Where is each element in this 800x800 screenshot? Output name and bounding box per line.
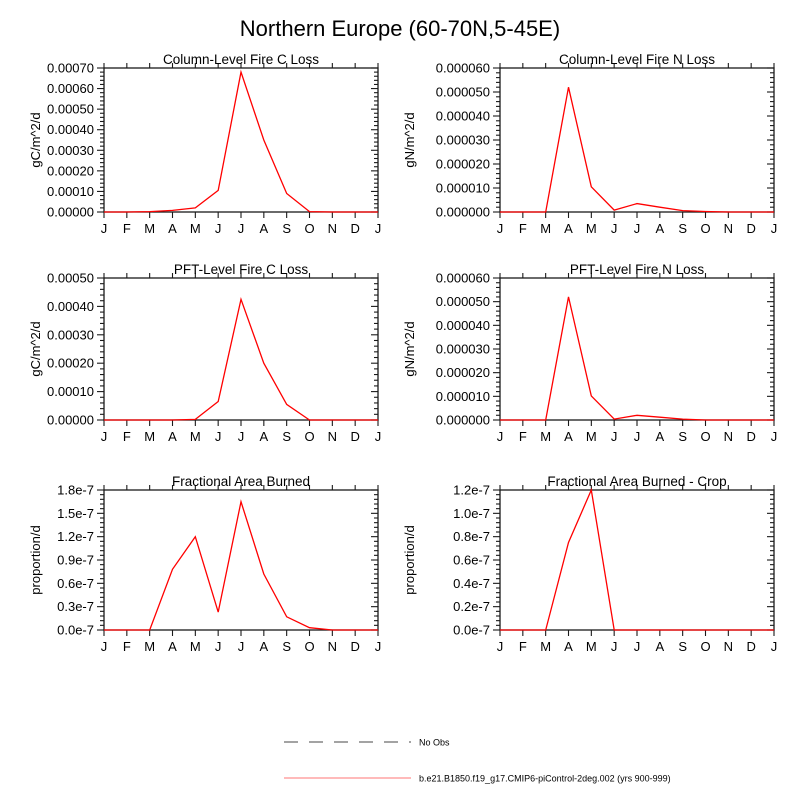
month-label: M: [540, 221, 552, 236]
y-axis-title: gN/m^2/d: [402, 112, 417, 168]
y-axis-ticks: [97, 490, 378, 630]
x-axis-labels: [101, 639, 382, 654]
y-tick-label: 0.000000: [435, 412, 490, 428]
y-tick-label: 0.0e-7: [453, 622, 490, 638]
month-label: A: [259, 221, 269, 236]
y-tick-label: 1.2e-7: [453, 482, 490, 498]
x-axis-labels: [497, 221, 778, 236]
subplot-title: Column-Level Fire N Loss: [558, 52, 716, 67]
subplot-2: [28, 262, 381, 444]
month-label: A: [168, 639, 177, 654]
month-label: J: [214, 429, 222, 444]
month-label: O: [700, 221, 711, 236]
month-label: S: [678, 429, 688, 444]
y-tick-label: 0.00040: [47, 122, 94, 138]
month-label: N: [327, 429, 338, 444]
month-label: A: [168, 429, 177, 444]
month-label: F: [122, 221, 131, 236]
y-axis-title: gC/m^2/d: [28, 112, 43, 168]
month-label: F: [122, 429, 131, 444]
data-line: [104, 299, 378, 420]
month-label: O: [304, 639, 315, 654]
month-label: N: [327, 221, 338, 236]
month-label: J: [633, 429, 641, 444]
month-label: J: [633, 639, 641, 654]
y-tick-label: 0.000060: [435, 60, 490, 76]
month-label: J: [374, 429, 382, 444]
month-label: M: [144, 639, 156, 654]
y-tick-label: 0.000020: [435, 156, 490, 172]
subplot-title: Fractional Area Burned - Crop: [547, 474, 727, 489]
y-tick-label: 0.9e-7: [57, 552, 94, 568]
plot-frame: [104, 68, 378, 212]
y-axis-tick-labels: [57, 483, 94, 638]
month-label: A: [564, 639, 573, 654]
x-axis-labels: [497, 429, 778, 444]
month-label: D: [746, 221, 756, 236]
month-label: J: [610, 639, 618, 654]
figure-title: Northern Europe (60-70N,5-45E): [239, 16, 561, 41]
month-label: M: [189, 639, 201, 654]
y-tick-label: 0.4e-7: [453, 575, 490, 591]
y-tick-label: 0.000060: [435, 270, 490, 286]
month-label: J: [496, 639, 504, 654]
y-tick-label: 0.00000: [47, 412, 94, 428]
y-tick-label: 0.000010: [435, 388, 490, 404]
month-label: J: [496, 429, 504, 444]
month-label: D: [350, 639, 360, 654]
month-label: A: [259, 639, 269, 654]
y-axis-ticks: [97, 278, 378, 420]
subplot-1: [402, 52, 777, 236]
x-axis-ticks: [104, 485, 378, 636]
month-label: J: [237, 639, 245, 654]
y-tick-label: 0.000010: [435, 180, 490, 196]
month-label: J: [237, 429, 245, 444]
y-tick-label: 0.000050: [435, 84, 490, 100]
month-label: M: [585, 429, 597, 444]
month-label: S: [282, 221, 292, 236]
y-tick-label: 0.000000: [435, 204, 490, 220]
subplot-title: Fractional Area Burned: [171, 474, 311, 489]
month-label: J: [770, 221, 778, 236]
data-line: [104, 502, 378, 630]
month-label: J: [214, 639, 222, 654]
y-tick-label: 0.0e-7: [57, 622, 94, 638]
plot-frame: [500, 490, 774, 630]
month-label: A: [655, 221, 665, 236]
y-tick-label: 0.00030: [47, 327, 94, 343]
subplot-5: [402, 474, 777, 654]
month-label: F: [518, 639, 527, 654]
month-label: J: [237, 221, 245, 236]
data-line: [500, 87, 774, 212]
month-label: J: [100, 221, 108, 236]
y-tick-label: 0.00020: [47, 355, 94, 371]
y-axis-ticks: [493, 490, 774, 630]
y-tick-label: 0.000030: [435, 341, 490, 357]
month-label: M: [189, 429, 201, 444]
month-label: F: [518, 221, 527, 236]
data-line: [500, 490, 774, 630]
month-label: D: [746, 429, 756, 444]
x-axis-labels: [101, 221, 382, 236]
month-label: M: [540, 429, 552, 444]
y-axis-tick-labels: [47, 271, 94, 428]
y-tick-label: 0.000030: [435, 132, 490, 148]
x-axis-labels: [101, 429, 382, 444]
month-label: M: [585, 221, 597, 236]
y-axis-tick-labels: [453, 483, 490, 638]
subplot-4: [28, 474, 381, 654]
month-label: D: [350, 221, 360, 236]
month-label: D: [746, 639, 756, 654]
series-legend-label: b.e21.B1850.f19_g17.CMIP6-piControl-2deg.002 (yrs 900-999): [419, 773, 671, 784]
month-label: J: [770, 639, 778, 654]
month-label: O: [304, 429, 315, 444]
month-label: J: [770, 429, 778, 444]
subplot-title: PFT-Level Fire C Loss: [173, 262, 309, 277]
plot-frame: [104, 490, 378, 630]
y-tick-label: 0.00050: [47, 270, 94, 286]
month-label: N: [327, 639, 338, 654]
month-label: M: [540, 639, 552, 654]
y-tick-label: 1.8e-7: [57, 482, 94, 498]
month-label: N: [723, 429, 734, 444]
month-label: J: [214, 221, 222, 236]
y-axis-title: gC/m^2/d: [28, 321, 43, 377]
month-label: M: [585, 639, 597, 654]
month-label: J: [610, 429, 618, 444]
month-label: F: [518, 429, 527, 444]
y-axis-title: proportion/d: [402, 525, 417, 595]
y-tick-label: 1.2e-7: [57, 529, 94, 545]
month-label: M: [144, 429, 156, 444]
x-axis-ticks: [500, 63, 774, 218]
subplot-title: PFT-Level Fire N Loss: [569, 262, 705, 277]
month-label: S: [678, 639, 688, 654]
y-tick-label: 0.00020: [47, 163, 94, 179]
y-tick-label: 1.0e-7: [453, 505, 490, 521]
x-axis-ticks: [500, 485, 774, 636]
x-axis-ticks: [500, 273, 774, 426]
month-label: M: [189, 221, 201, 236]
y-tick-label: 0.00070: [47, 60, 94, 76]
y-tick-label: 0.00050: [47, 101, 94, 117]
month-label: S: [678, 221, 688, 236]
month-label: S: [282, 639, 292, 654]
month-label: O: [700, 639, 711, 654]
y-tick-label: 0.00030: [47, 142, 94, 158]
month-label: F: [122, 639, 131, 654]
y-tick-label: 0.000050: [435, 294, 490, 310]
month-label: A: [655, 429, 665, 444]
subplot-3: [402, 262, 777, 444]
data-line: [500, 297, 774, 420]
y-tick-label: 0.2e-7: [453, 599, 490, 615]
month-label: O: [304, 221, 315, 236]
month-label: J: [496, 221, 504, 236]
y-tick-label: 0.6e-7: [57, 575, 94, 591]
y-tick-label: 0.00010: [47, 384, 94, 400]
month-label: J: [100, 639, 108, 654]
y-axis-tick-labels: [47, 61, 94, 220]
x-axis-ticks: [104, 273, 378, 426]
plot-frame: [500, 278, 774, 420]
month-label: J: [374, 221, 382, 236]
y-tick-label: 0.6e-7: [453, 552, 490, 568]
y-tick-label: 0.8e-7: [453, 529, 490, 545]
month-label: M: [144, 221, 156, 236]
y-tick-label: 0.00040: [47, 298, 94, 314]
month-label: J: [633, 221, 641, 236]
y-axis-ticks: [493, 278, 774, 420]
y-tick-label: 1.5e-7: [57, 505, 94, 521]
y-tick-label: 0.000040: [435, 108, 490, 124]
month-label: A: [564, 221, 573, 236]
y-axis-ticks: [493, 68, 774, 212]
month-label: S: [282, 429, 292, 444]
y-axis-tick-labels: [436, 271, 490, 428]
month-label: J: [610, 221, 618, 236]
y-tick-label: 0.00000: [47, 204, 94, 220]
subplot-0: [28, 52, 381, 236]
month-label: J: [100, 429, 108, 444]
month-label: N: [723, 221, 734, 236]
month-label: A: [259, 429, 269, 444]
x-axis-ticks: [104, 63, 378, 218]
month-label: A: [564, 429, 573, 444]
y-tick-label: 0.3e-7: [57, 599, 94, 615]
month-label: J: [374, 639, 382, 654]
y-axis-title: proportion/d: [28, 525, 43, 595]
y-tick-label: 0.00010: [47, 183, 94, 199]
x-axis-labels: [497, 639, 778, 654]
no-obs-legend-label: No Obs: [419, 737, 450, 748]
subplot-title: Column-Level Fire C Loss: [162, 52, 320, 67]
month-label: A: [168, 221, 177, 236]
y-tick-label: 0.000040: [435, 317, 490, 333]
plot-frame: [500, 68, 774, 212]
month-label: N: [723, 639, 734, 654]
y-tick-label: 0.00060: [47, 81, 94, 97]
y-tick-label: 0.000020: [435, 365, 490, 381]
month-label: D: [350, 429, 360, 444]
month-label: A: [655, 639, 665, 654]
y-axis-title: gN/m^2/d: [402, 321, 417, 377]
legend: [284, 738, 671, 784]
month-label: O: [700, 429, 711, 444]
data-line: [104, 72, 378, 212]
y-axis-tick-labels: [436, 61, 490, 220]
